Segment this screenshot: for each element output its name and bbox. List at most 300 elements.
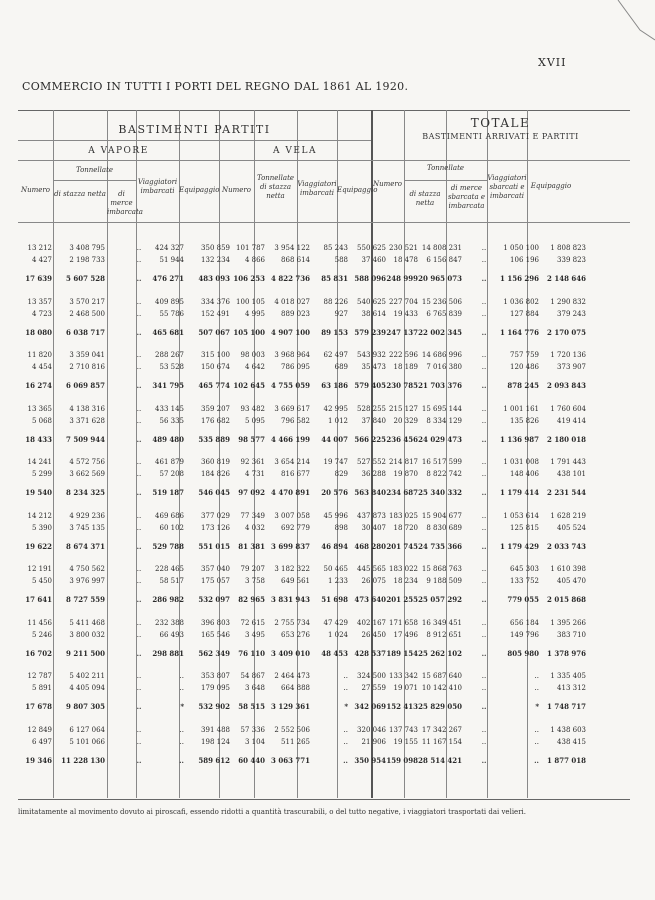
table-cell: 2 093 843	[547, 381, 586, 390]
header-partiti: BASTIMENTI PARTITI	[118, 123, 271, 136]
table-cell: ..	[136, 297, 142, 306]
table-cell: ..	[481, 755, 487, 765]
header-rule	[404, 180, 487, 181]
table-cell: 101 787	[236, 244, 265, 252]
table-cell: ..	[481, 488, 487, 497]
col-numero: Numero	[21, 186, 50, 194]
table-cell: 175 057	[201, 577, 230, 585]
table-cell: 6 156 847	[426, 256, 462, 264]
table-cell: 476 271	[152, 274, 184, 283]
table-cell: 1 720 136	[550, 351, 586, 359]
table-cell: 198 124	[201, 737, 230, 746]
header-vela: A VELA	[273, 146, 317, 156]
col-divider	[527, 110, 528, 798]
table-cell: 19 346	[25, 755, 52, 765]
col-tonnellate-totale: Tonnellate	[426, 164, 465, 172]
table-cell: 132 234	[201, 256, 230, 264]
table-cell: ..	[481, 244, 487, 252]
table-cell: ..	[343, 755, 348, 765]
table-cell: 438 101	[557, 470, 586, 478]
table-cell: 9 211 500	[66, 648, 105, 658]
table-cell: ..	[534, 672, 539, 680]
table-cell: 689	[334, 363, 348, 371]
table-cell: 5 101 066	[69, 737, 105, 746]
table-cell: 8 912 651	[426, 630, 462, 639]
table-cell: 120 486	[510, 363, 539, 371]
table-row	[18, 243, 630, 253]
table-cell: 248 999	[386, 274, 418, 283]
table-cell: 757 759	[510, 351, 539, 359]
table-cell: ..	[343, 737, 348, 746]
table-cell: 469 686	[155, 511, 184, 520]
table-cell: 1 136 987	[500, 434, 539, 444]
table-cell: ..	[534, 737, 539, 746]
table-cell: 1 628 219	[550, 511, 586, 520]
table-cell: 543 932	[357, 351, 386, 359]
table-cell: 26 450	[361, 630, 386, 639]
table-cell: 391 488	[201, 725, 230, 734]
table-cell: ..	[136, 577, 142, 585]
table-cell: 28 514 421	[418, 755, 462, 765]
table-cell: ..	[136, 404, 142, 413]
table-cell: 3 954 122	[274, 244, 310, 252]
table-cell: 148 406	[510, 470, 539, 478]
table-cell: 3 063 771	[271, 755, 310, 765]
col-divider	[297, 110, 298, 798]
table-cell: 77 349	[240, 511, 265, 520]
table-cell: 222 596	[389, 351, 418, 359]
table-cell: 8 334 129	[426, 416, 462, 425]
table-cell: 359 207	[201, 404, 230, 413]
table-cell: ..	[343, 672, 348, 680]
table-cell: 1 808 823	[550, 244, 586, 252]
table-cell: 92 361	[240, 458, 265, 466]
table-cell: 286 982	[152, 595, 184, 604]
table-cell: 189 154	[386, 648, 418, 658]
table-cell: 81 381	[238, 541, 265, 551]
col-divider	[219, 110, 220, 798]
table-cell: 13 212	[27, 244, 52, 252]
table-cell: ..	[136, 684, 142, 692]
table-cell: 1 050 100	[503, 244, 539, 252]
table-cell: 57 336	[240, 725, 265, 734]
table-cell: ..	[481, 256, 487, 264]
table-row	[18, 683, 630, 693]
table-cell: 3 648	[244, 684, 265, 692]
header-rule	[18, 160, 630, 161]
table-cell: ..	[136, 256, 142, 264]
table-cell: 315 100	[201, 351, 230, 359]
table-cell: 579 239	[354, 327, 386, 337]
table-cell: 15 904 677	[421, 511, 462, 520]
table-cell: 2 198 733	[69, 256, 105, 264]
table-cell: 66 493	[159, 630, 184, 639]
table-cell: 461 879	[155, 458, 184, 466]
table-cell: 2 148 646	[547, 274, 586, 283]
table-cell: 562 349	[198, 648, 230, 658]
table-cell: 25 829 050	[418, 702, 462, 711]
table-cell: 3 654 214	[274, 458, 310, 466]
table-cell: 18 234	[393, 577, 418, 585]
table-cell: ..	[136, 488, 142, 497]
table-cell: 37 460	[361, 256, 386, 264]
table-cell: 76 110	[238, 648, 265, 658]
table-cell: 8 234 325	[66, 488, 105, 497]
footnote: limitatamente al movimento dovuto ai piroscafi, essendo ridotti a quantità trascurabili, o del tutto negative, i viaggiatori trasportati dai velieri.	[18, 808, 527, 816]
table-cell: 45 996	[323, 511, 348, 520]
table-cell: 18 720	[393, 523, 418, 532]
col-merce-totale: di merce sbarcata e imbarcata	[447, 184, 486, 210]
table-cell: 878 245	[507, 381, 539, 390]
table-cell: 44 007	[321, 434, 348, 444]
table-cell: 19 155	[393, 737, 418, 746]
table-row	[18, 416, 630, 426]
table-cell: 17 641	[25, 595, 52, 604]
table-cell: 528 255	[357, 404, 386, 413]
table-cell: 14 212	[27, 511, 52, 520]
table-cell: ..	[136, 648, 142, 658]
table-cell: 8 822 742	[426, 470, 462, 478]
table-cell: 51 944	[159, 256, 184, 264]
table-cell: 3 662 569	[69, 470, 105, 478]
page-corner-fold	[600, 0, 655, 55]
table-cell: 489 480	[152, 434, 184, 444]
table-cell: 18 080	[25, 327, 52, 337]
table-cell: 179 095	[201, 684, 230, 692]
table-cell: 589 612	[198, 755, 230, 765]
table-cell: ..	[481, 672, 487, 680]
table-cell: 183 025	[389, 511, 418, 520]
table-row	[18, 328, 630, 338]
table-cell: ..	[136, 672, 142, 680]
table-cell: ..	[481, 297, 487, 306]
table-cell: 779 055	[507, 595, 539, 604]
table-cell: ..	[481, 327, 487, 337]
table-cell: 3 408 795	[69, 244, 105, 252]
table-cell: ..	[481, 434, 487, 444]
table-row	[18, 576, 630, 586]
table-cell: 5 068	[31, 416, 52, 425]
table-cell: 551 015	[198, 541, 230, 551]
table-cell: 247 137	[386, 327, 418, 337]
table-cell: 201 745	[386, 541, 418, 551]
table-cell: 3 976 997	[69, 577, 105, 585]
header-totale-sub: BASTIMENTI ARRIVATI E PARTITI	[422, 132, 579, 141]
table-cell: 98 577	[238, 434, 265, 444]
col-numero-vela: Numero	[222, 186, 251, 194]
table-cell: 1 290 832	[550, 297, 586, 306]
header-totale: TOTALE	[470, 116, 531, 130]
table-cell: 507 067	[198, 327, 230, 337]
table-cell: 137 743	[389, 725, 418, 734]
table-cell: 2 468 500	[69, 309, 105, 318]
table-cell: 57 208	[159, 470, 184, 478]
table-cell: 550 625	[357, 244, 386, 252]
table-row	[18, 737, 630, 747]
table-cell: 8 830 689	[426, 523, 462, 532]
col-merce: di merce imbarcata	[107, 190, 143, 216]
table-cell: ..	[481, 630, 487, 639]
table-cell: ..	[136, 523, 142, 532]
table-cell: 2 710 816	[69, 363, 105, 371]
table-cell: 72 615	[240, 618, 265, 627]
table-cell: 2 755 734	[274, 618, 310, 627]
table-cell: 9 807 305	[66, 702, 105, 711]
table-cell: ..	[136, 434, 142, 444]
table-cell: 465 774	[198, 381, 230, 390]
table-cell: 19 433	[393, 309, 418, 318]
table-cell: 15 868 763	[421, 565, 462, 573]
table-cell: 4 572 756	[69, 458, 105, 466]
table-cell: 14 686 996	[421, 351, 462, 359]
table-cell: 3 745 135	[69, 523, 105, 532]
table-cell: ..	[136, 755, 142, 765]
table-cell: ..	[136, 244, 142, 252]
table-row	[18, 404, 630, 414]
table-cell: 82 965	[238, 595, 265, 604]
col-viaggiatori-totale: Viaggiatori sbarcati e imbarcati	[487, 174, 527, 200]
table-cell: 1 024	[327, 630, 348, 639]
table-cell: 11 228 130	[61, 755, 105, 765]
table-cell: 20 329	[393, 416, 418, 425]
table-cell: ..	[481, 523, 487, 532]
table-cell: 17 639	[25, 274, 52, 283]
table-cell: 4 032	[244, 523, 265, 532]
table-cell: 18 478	[393, 256, 418, 264]
table-cell: ..	[136, 511, 142, 520]
table-cell: 63 186	[321, 381, 348, 390]
table-cell: 10 142 410	[421, 684, 462, 692]
table-cell: 373 907	[557, 363, 586, 371]
table-row	[18, 756, 630, 766]
table-cell: ..	[481, 404, 487, 413]
table-cell: 3 495	[244, 630, 265, 639]
table-cell: 13 365	[27, 404, 52, 413]
table-cell: 2 552 506	[274, 725, 310, 734]
table-cell: 79 207	[240, 565, 265, 573]
table-cell: 532 902	[198, 702, 230, 711]
table-row	[18, 457, 630, 467]
table-cell: 383 710	[557, 630, 586, 639]
table-cell: 24 735 366	[418, 541, 462, 551]
table-cell: 15 687 640	[421, 672, 462, 680]
table-row	[18, 309, 630, 319]
table-cell: 127 884	[510, 309, 539, 318]
table-cell: 437 873	[357, 511, 386, 520]
table-cell: ..	[343, 725, 348, 734]
table-cell: 396 803	[201, 618, 230, 627]
table-cell: 579 405	[354, 381, 386, 390]
table-cell: 19 747	[323, 458, 348, 466]
table-cell: 184 826	[201, 470, 230, 478]
table-cell: 38 614	[361, 309, 386, 318]
table-cell: *	[535, 702, 539, 711]
table-cell: 21 906	[361, 737, 386, 746]
table-cell: 357 040	[201, 565, 230, 573]
table-cell: 4 454	[31, 363, 52, 371]
table-row	[18, 649, 630, 659]
table-cell: ..	[136, 725, 142, 734]
table-cell: 2 015 868	[547, 595, 586, 604]
table-cell: 3 699 837	[271, 541, 310, 551]
table-cell: 17 342 267	[421, 725, 462, 734]
table-cell: 36 288	[361, 470, 386, 478]
table-cell: 19 622	[25, 541, 52, 551]
table-cell: 22 002 345	[418, 327, 462, 337]
table-cell: 98 003	[240, 351, 265, 359]
table-cell: 88 226	[323, 297, 348, 306]
table-row	[18, 630, 630, 640]
table-cell: 173 126	[201, 523, 230, 532]
table-cell: ..	[481, 470, 487, 478]
table-cell: ..	[179, 725, 184, 734]
table-row	[18, 542, 630, 552]
table-cell: 13 357	[27, 297, 52, 306]
table-row	[18, 488, 630, 498]
table-cell: ..	[136, 595, 142, 604]
table-cell: 4 866	[244, 256, 265, 264]
header-vapore: A VAPORE	[88, 146, 149, 156]
table-cell: 320 046	[357, 725, 386, 734]
table-cell: 37 840	[361, 416, 386, 425]
table-cell: 2 464 473	[274, 672, 310, 680]
table-cell: 692 779	[281, 523, 310, 532]
table-cell: 1 335 405	[550, 672, 586, 680]
table-cell: 1 395 266	[550, 618, 586, 627]
table-cell: 353 807	[201, 672, 230, 680]
table-cell: 1 012	[327, 416, 348, 425]
table-cell: ..	[136, 630, 142, 639]
table-cell: 24 029 473	[418, 434, 462, 444]
table-cell: 7 509 944	[66, 434, 105, 444]
table-row	[18, 274, 630, 284]
table-row	[18, 255, 630, 265]
table-cell: 1 233	[327, 577, 348, 585]
table-cell: 20 965 073	[418, 274, 462, 283]
table-cell: 468 280	[354, 541, 386, 551]
table-cell: 11 167 154	[421, 737, 462, 746]
table-cell: 11 456	[27, 618, 52, 627]
col-divider	[446, 110, 447, 798]
table-cell: ..	[481, 618, 487, 627]
table-cell: 12 787	[27, 672, 52, 680]
table-cell: 215 127	[389, 404, 418, 413]
table-cell: ..	[481, 363, 487, 371]
table-cell: 350 859	[201, 244, 230, 252]
table-cell: 889 023	[281, 309, 310, 318]
table-cell: 46 894	[321, 541, 348, 551]
table-cell: 19 071	[393, 684, 418, 692]
table-cell: 150 674	[201, 363, 230, 371]
table-cell: 12 191	[27, 565, 52, 573]
table-cell: 55 786	[159, 309, 184, 318]
table-cell: 1 036 802	[503, 297, 539, 306]
page-number: XVII	[538, 56, 567, 69]
table-cell: 25 262 102	[418, 648, 462, 658]
table-row	[18, 618, 630, 628]
table-row	[18, 469, 630, 479]
table-cell: 236 456	[386, 434, 418, 444]
table-cell: ..	[136, 309, 142, 318]
table-cell: 105 100	[233, 327, 265, 337]
table-cell: 5 891	[31, 684, 52, 692]
table-cell: 1 031 008	[503, 458, 539, 466]
table-cell: 85 831	[321, 274, 348, 283]
table-cell: ..	[136, 363, 142, 371]
table-cell: 4 755 059	[271, 381, 310, 390]
table-row	[18, 350, 630, 360]
table-cell: ..	[136, 541, 142, 551]
table-cell: 17 496	[393, 630, 418, 639]
table-cell: 60 440	[238, 755, 265, 765]
col-stazza-totale: di stazza netta	[409, 190, 441, 207]
table-cell: 7 016 380	[426, 363, 462, 371]
table-row	[18, 523, 630, 533]
table-cell: 3 409 010	[271, 648, 310, 658]
table-cell: ..	[179, 672, 184, 680]
table-cell: 2 033 743	[547, 541, 586, 551]
table-cell: 653 276	[281, 630, 310, 639]
table-cell: 8 727 559	[66, 595, 105, 604]
table-cell: ..	[136, 618, 142, 627]
table-cell: 85 243	[323, 244, 348, 252]
table-cell: ..	[179, 737, 184, 746]
table-cell: 402 167	[357, 618, 386, 627]
table-cell: 4 750 562	[69, 565, 105, 573]
table-cell: ..	[481, 648, 487, 658]
col-divider	[404, 110, 405, 798]
table-cell: 2 231 544	[547, 488, 586, 497]
table-cell: 3 800 032	[69, 630, 105, 639]
table-cell: 89 153	[321, 327, 348, 337]
table-row	[18, 381, 630, 391]
table-cell: 4 723	[31, 309, 52, 318]
table-cell: 334 376	[201, 297, 230, 306]
table-cell: 16 349 451	[421, 618, 462, 627]
table-row	[18, 362, 630, 372]
table-cell: ..	[481, 684, 487, 692]
table-cell: ..	[534, 725, 539, 734]
table-cell: 4 018 027	[274, 297, 310, 306]
table-cell: 1 378 976	[547, 648, 586, 658]
table-cell: ..	[481, 458, 487, 466]
table-cell: 288 267	[155, 351, 184, 359]
table-cell: 1 877 018	[547, 755, 586, 765]
table-cell: 532 097	[198, 595, 230, 604]
table-cell: 1 179 414	[500, 488, 539, 497]
table-cell: 14 241	[27, 458, 52, 466]
table-row	[18, 435, 630, 445]
table-cell: ..	[481, 595, 487, 604]
table-cell: ..	[179, 755, 184, 765]
table-cell: 566 225	[354, 434, 386, 444]
col-equipaggio: Equipaggio	[179, 186, 220, 194]
table-cell: 214 817	[389, 458, 418, 466]
table-cell: 1 001 161	[503, 404, 539, 413]
col-divider	[254, 110, 255, 798]
table-cell: 12 849	[27, 725, 52, 734]
table-cell: 159 098	[386, 755, 418, 765]
table-cell: 868 614	[281, 256, 310, 264]
table-cell: ..	[534, 684, 539, 692]
page-title: COMMERCIO IN TUTTI I PORTI DEL REGNO DAL 1861 AL 1920.	[22, 80, 409, 93]
table-cell: 3 968 964	[274, 351, 310, 359]
table-cell: 47 429	[323, 618, 348, 627]
table-cell: ..	[343, 684, 348, 692]
table-cell: 4 138 316	[69, 404, 105, 413]
table-cell: 1 760 604	[550, 404, 586, 413]
table-cell: 106 196	[510, 256, 539, 264]
